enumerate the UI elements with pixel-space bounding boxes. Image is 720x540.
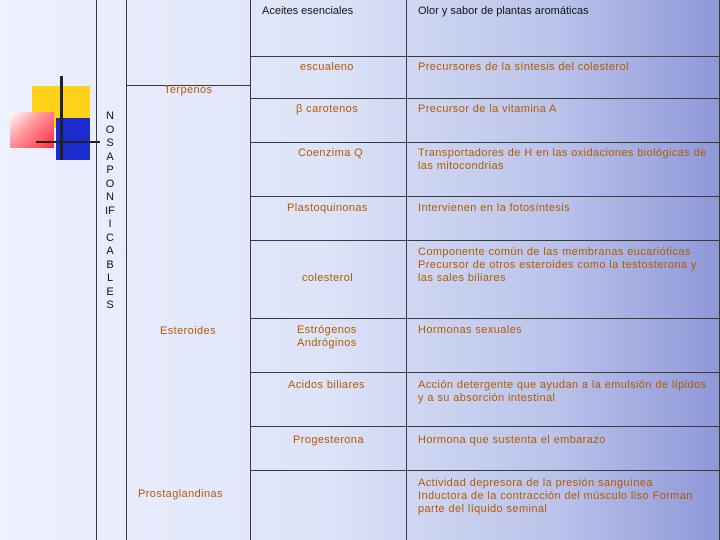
row-desc-coenzima-q: Transportadores de H en las oxidaciones biológicas de las mitocondrias xyxy=(418,147,707,172)
group-label-esteroides: Esteroides xyxy=(160,325,216,337)
row-desc-hormonas-sexuales: Hormonas sexuales xyxy=(418,324,523,336)
row-desc-prostaglandinas: Actividad depresora de la presión sanguínea Inductora de la contracción del músculo liso Forman parte del líquido seminal xyxy=(418,477,693,515)
row-name-estrogenos-androginos: Estrógenos Andróginos xyxy=(297,324,357,349)
side-label-saponificables: N O S A P O N IF I C A B L E S xyxy=(105,110,115,311)
row-desc-colesterol: Componente común de las membranas eucarióticas Precursor de otros esteroides como la testosterona y las sales biliares xyxy=(418,246,697,284)
row-desc-plastoquinonas: Intervienen en la fotosíntesis xyxy=(418,202,571,214)
row-name-beta-carotenos: β carotenos xyxy=(296,103,359,115)
row-desc-beta-carotenos: Precursor de la vitamina A xyxy=(418,103,557,115)
group-label-terpenos: Terpenos xyxy=(164,84,213,96)
row-desc-progesterona: Hormona que sustenta el embarazo xyxy=(418,434,606,446)
row-desc-aceites-esenciales: Olor y sabor de plantas aromáticas xyxy=(418,5,589,17)
decorative-horizontal-bar xyxy=(36,141,100,143)
decorative-vertical-bar xyxy=(60,76,63,160)
group-label-prostaglandinas: Prostaglandinas xyxy=(138,488,223,500)
row-name-acidos-biliares: Acidos biliares xyxy=(288,379,365,391)
row-name-coenzima-q: Coenzima Q xyxy=(298,147,364,159)
row-name-colesterol: colesterol xyxy=(302,272,354,284)
row-name-progesterona: Progesterona xyxy=(293,434,364,446)
row-desc-acidos-biliares: Acción detergente que ayudan a la emulsión de lípidos y a su absorción intestinal xyxy=(418,379,707,404)
row-name-aceites-esenciales: Aceites esenciales xyxy=(262,5,354,17)
row-name-escualeno: escualeno xyxy=(300,61,354,73)
row-name-plastoquinonas: Plastoquinonas xyxy=(287,202,368,214)
row-desc-escualeno: Precursores de la síntesis del colesterol xyxy=(418,61,629,73)
